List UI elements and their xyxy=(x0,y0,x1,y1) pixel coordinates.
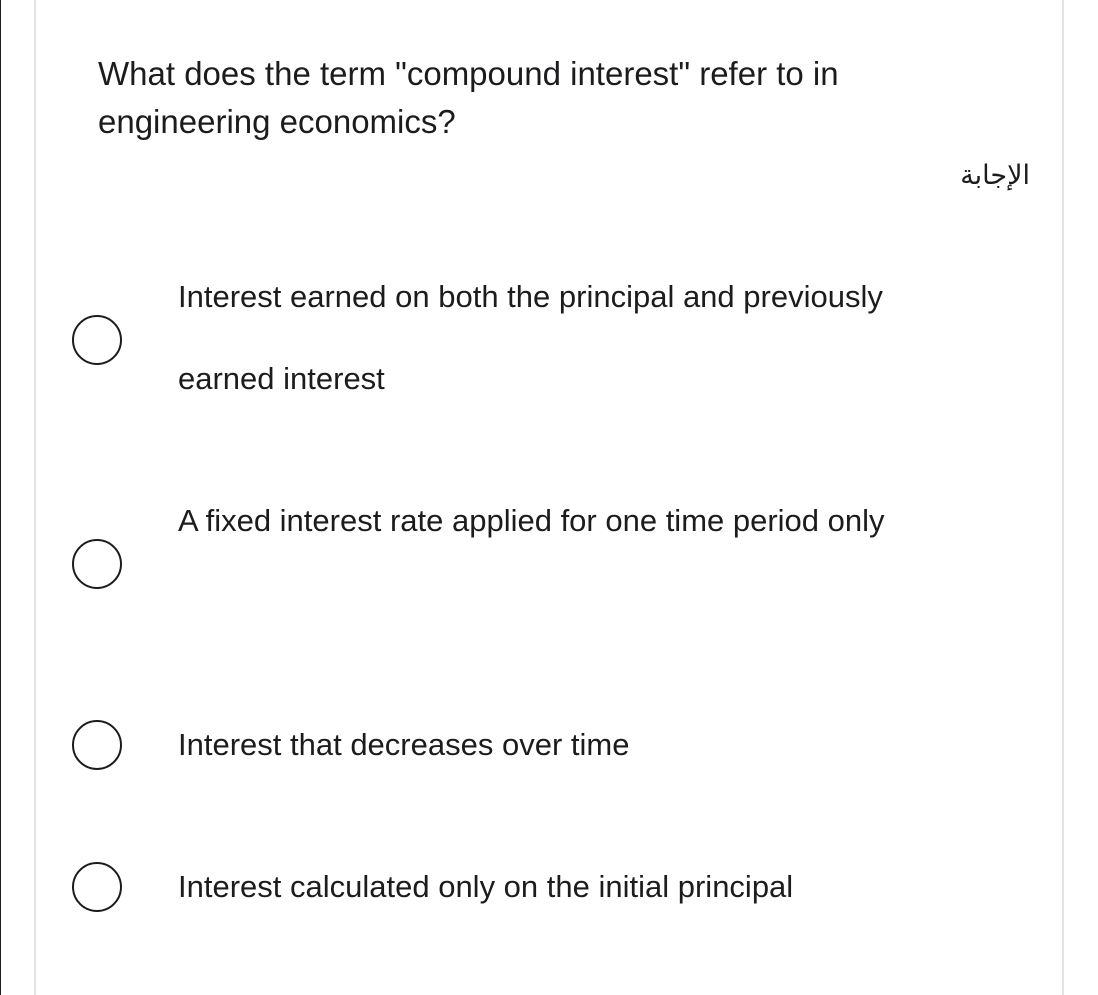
option-label: A fixed interest rate applied for one time period only xyxy=(178,503,885,538)
answer-option-1[interactable] xyxy=(72,256,992,416)
answer-option-2[interactable] xyxy=(72,480,992,640)
option-label: Interest earned on both the principal and previously earned interest xyxy=(178,279,883,396)
answer-option-4[interactable] xyxy=(72,854,992,914)
window-edge xyxy=(0,0,1,995)
option-label: Interest calculated only on the initial principal xyxy=(178,869,794,904)
answer-label: الإجابة xyxy=(960,160,1030,191)
answer-option-3[interactable] xyxy=(72,712,992,772)
radio-button-icon[interactable] xyxy=(72,720,122,770)
radio-button-icon[interactable] xyxy=(72,862,122,912)
radio-button-icon[interactable] xyxy=(72,539,122,589)
question-text: What does the term "compound interest" refer to in engineering economics? xyxy=(98,55,839,140)
radio-button-icon[interactable] xyxy=(72,315,122,365)
option-label: Interest that decreases over time xyxy=(178,727,630,762)
